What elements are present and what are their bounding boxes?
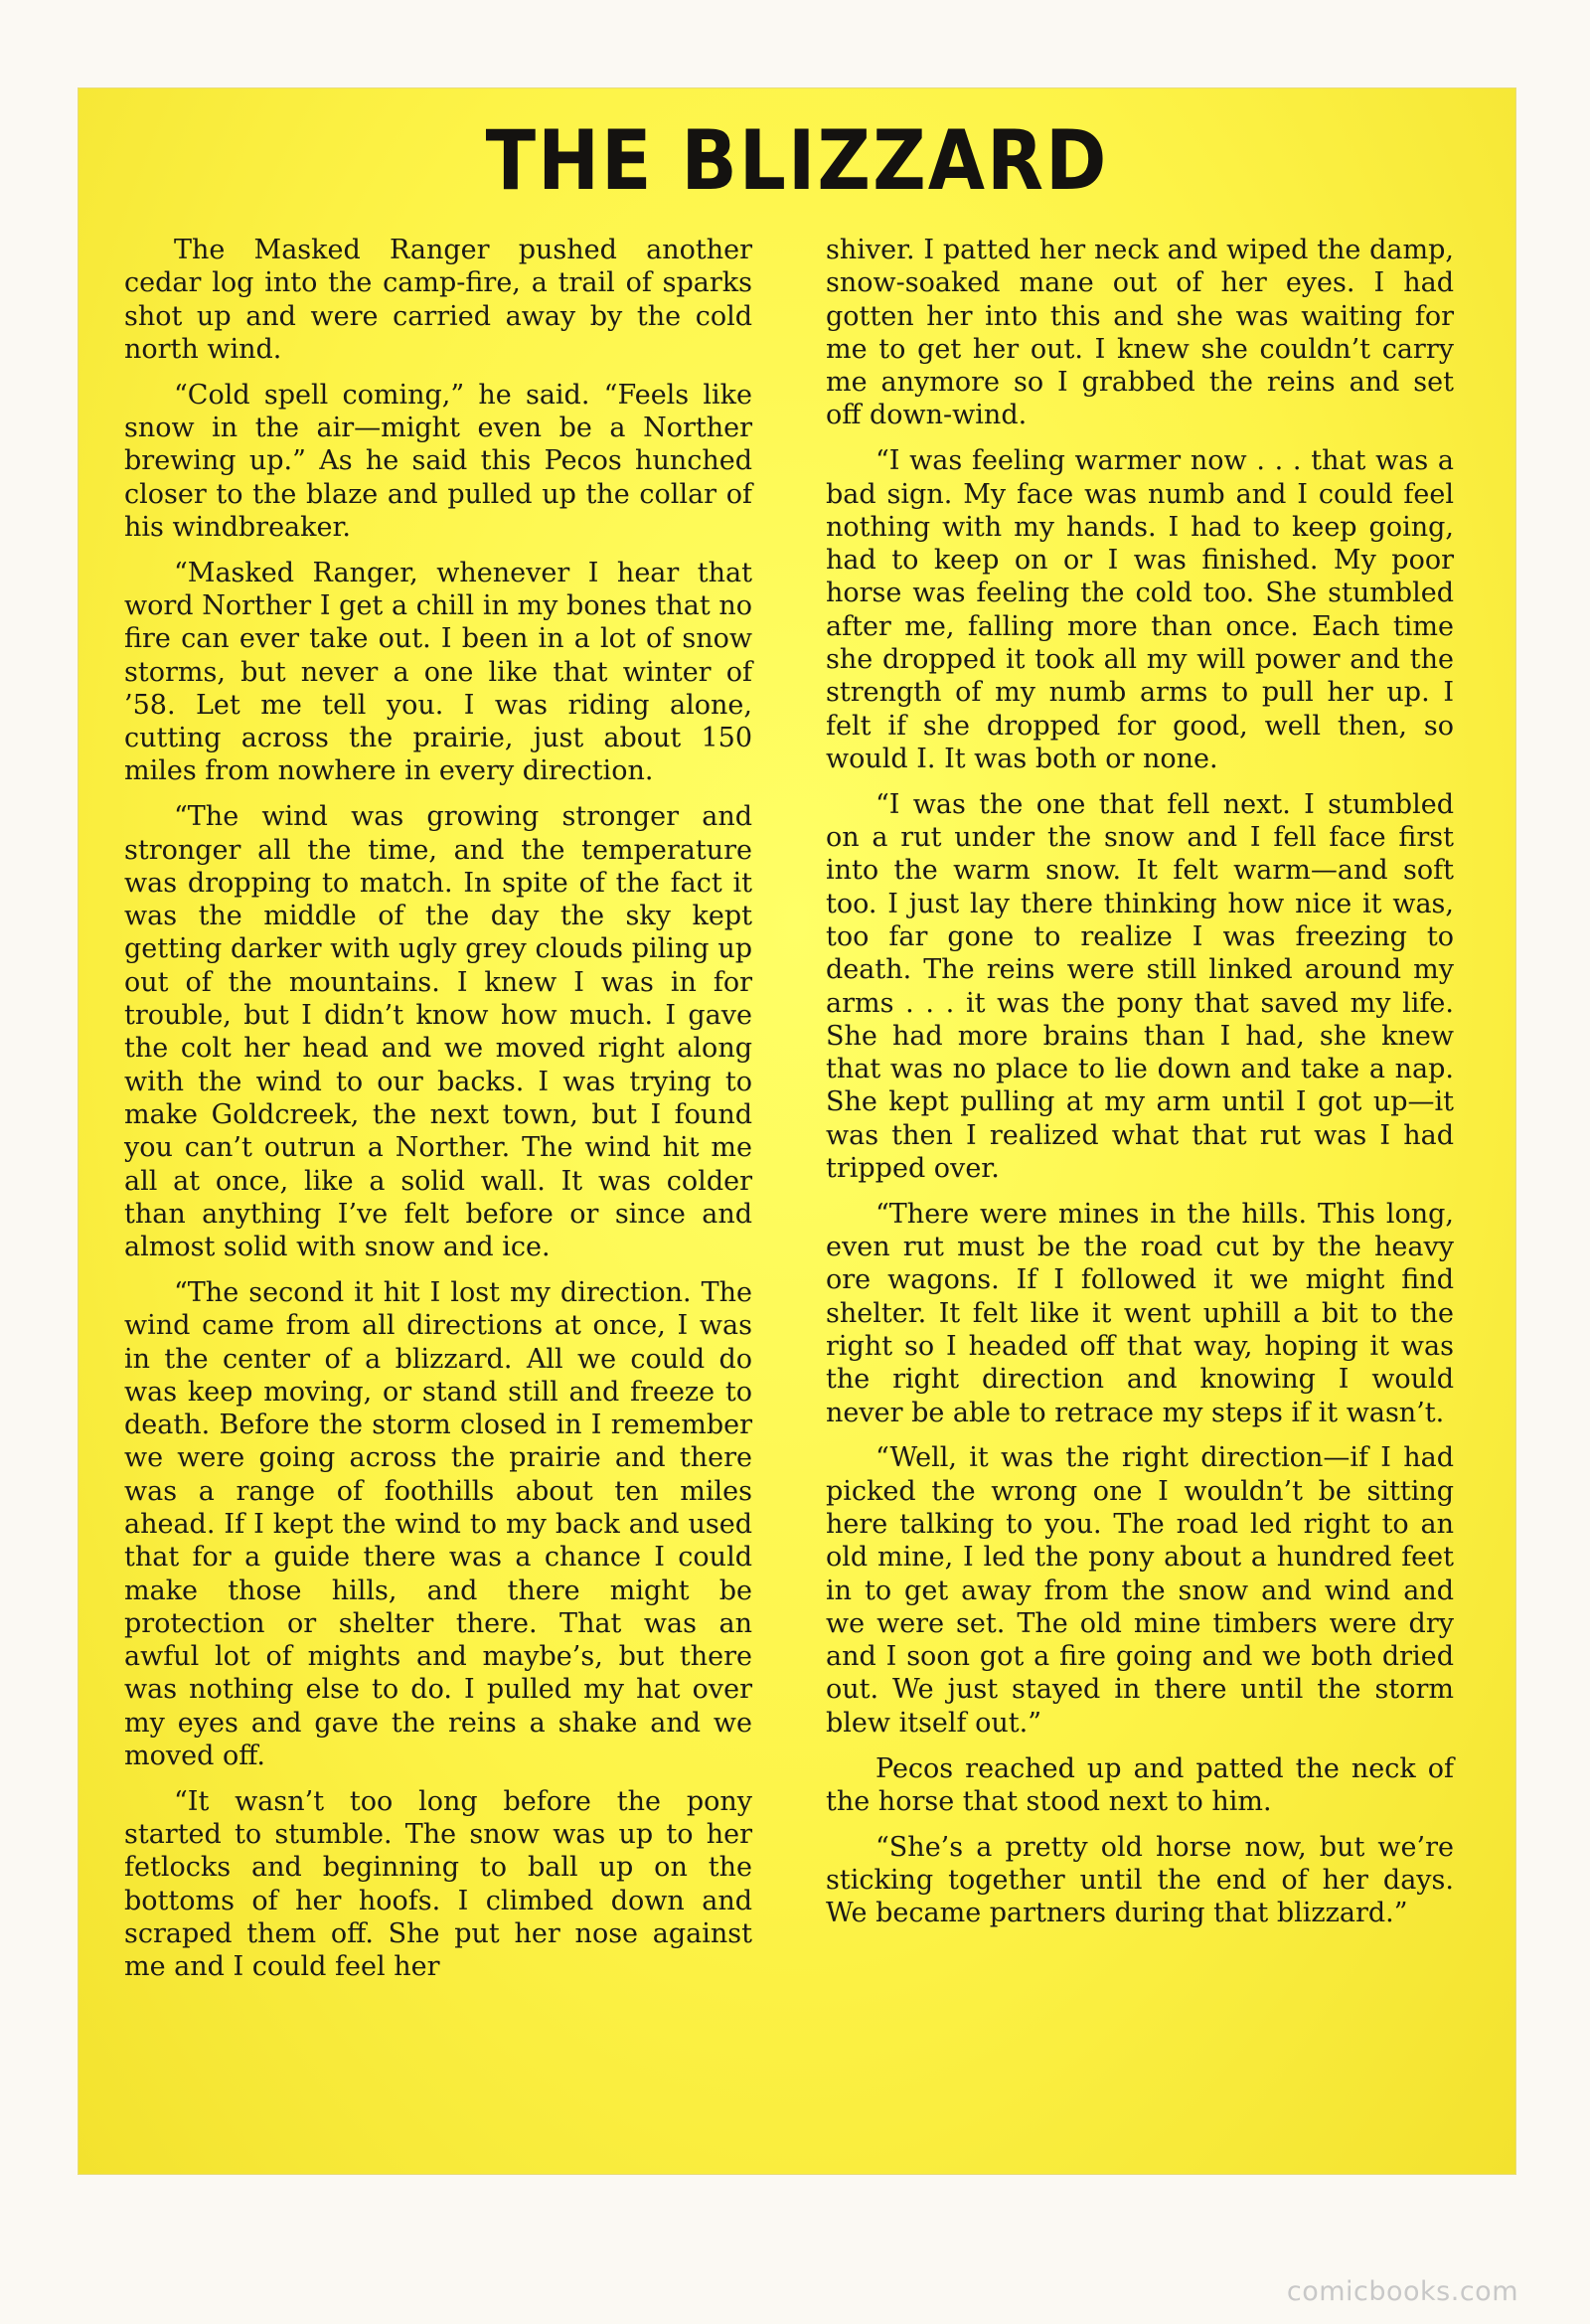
story-title: THE BLIZZARD — [485, 112, 1109, 210]
paragraph: The Masked Ranger pushed another cedar log into the camp-fire, a trail of sparks shot up and were carried away by the cold north wind. — [124, 235, 752, 365]
paragraph: “Well, it was the right direction—if I had picked the wrong one I wouldn’t be sitting here talking to you. The road led right to an old mine, I led the pony about a hundred feet in to get away from the snow and wind and we were set. The old mine timbers were dry and I soon got a fire going and we both dried out. We just stayed in there until the storm blew itself out.” — [826, 1442, 1454, 1739]
paragraph: “The second it hit I lost my direction. The wind came from all directions at once, I was in the center of a blizzard. All we could do was keep moving, or stand still and freeze to death. Before the storm closed in I remember we were going across the prairie and there was a range of foothills about ten miles ahead. If I kept the wind to my back and used that for a guide there was a chance I could make those hills, and there might be protection or shelter there. That was an awful lot of mights and maybe’s, but there was nothing else to do. I pulled my hat over my eyes and gave the reins a shake and we moved off. — [124, 1276, 752, 1772]
paragraph: “Masked Ranger, whenever I hear that word Norther I get a chill in my bones that no fire can ever take out. I been in a lot of snow storms, but never a one like that winter of ’58. Let me tell you. I was riding alone, cutting across the prairie, just about 150 miles from nowhere in every direction. — [124, 557, 752, 787]
story-page — [78, 87, 1516, 2175]
watermark: comicbooks.com — [1286, 2276, 1518, 2307]
paragraph: “She’s a pretty old horse now, but we’re sticking together until the end of her days. We became partners during that blizzard.” — [826, 1831, 1454, 1929]
paragraph: “The wind was growing stronger and stronger all the time, and the temperature was dropping to match. In spite of the fact it was the middle of the day the sky kept getting darker with ugly grey clouds piling up out of the mountains. I knew I was in for trouble, but I didn’t know how much. I gave the colt her head and we moved right along with the wind to our backs. I was trying to make Goldcreek, the next town, but I found you can’t outrun a Norther. The wind hit me all at once, like a solid wall. It was colder than anything I’ve felt before or since and almost solid with snow and ice. — [124, 801, 752, 1263]
paragraph: “Cold spell coming,” he said. “Feels like snow in the air—might even be a Norther brewing up.” As he said this Pecos hunched closer to the blaze and pulled up the collar of his windbreaker. — [124, 379, 752, 543]
paragraph: Pecos reached up and patted the neck of the horse that stood next to him. — [826, 1752, 1454, 1817]
left-column — [124, 234, 752, 1996]
right-column — [826, 234, 1454, 1942]
paragraph: “It wasn’t too long before the pony started to stumble. The snow was up to her fetlocks and beginning to ball up on the bottoms of her hoofs. I climbed down and scraped them off. She put her nose against me and I could feel her — [124, 1785, 752, 1983]
paragraph: shiver. I patted her neck and wiped the damp, snow-soaked mane out of her eyes. I had gotten her into this and she was waiting for me to get her out. I knew she couldn’t carry me anymore so I grabbed the reins and set off down-wind. — [826, 235, 1454, 431]
paragraph: “I was feeling warmer now . . . that was a bad sign. My face was numb and I could feel nothing with my hands. I had to keep going, had to keep on or I was finished. My poor horse was feeling the cold too. She stumbled after me, falling more than once. Each time she dropped it took all my will power and the strength of my numb arms to pull her up. I felt if she dropped for good, well then, so would I. It was both or none. — [826, 445, 1454, 774]
paragraph: “I was the one that fell next. I stumbled on a rut under the snow and I fell face first into the warm snow. It felt warm—and soft too. I just lay there thinking how nice it was, too far gone to realize I was freezing to death. The reins were still linked around my arms . . . it was the pony that saved my life. She had more brains than I had, she knew that was no place to lie down and take a nap. She kept pulling at my arm until I got up—it was then I realized what that rut was I had tripped over. — [826, 788, 1454, 1185]
paragraph: “There were mines in the hills. This long, even rut must be the road cut by the heavy ore wagons. If I followed it we might find shelter. It felt like it went uphill a bit to the right so I headed off that way, hoping it was the right direction and knowing I would never be able to retrace my steps if it wasn’t. — [826, 1198, 1454, 1428]
